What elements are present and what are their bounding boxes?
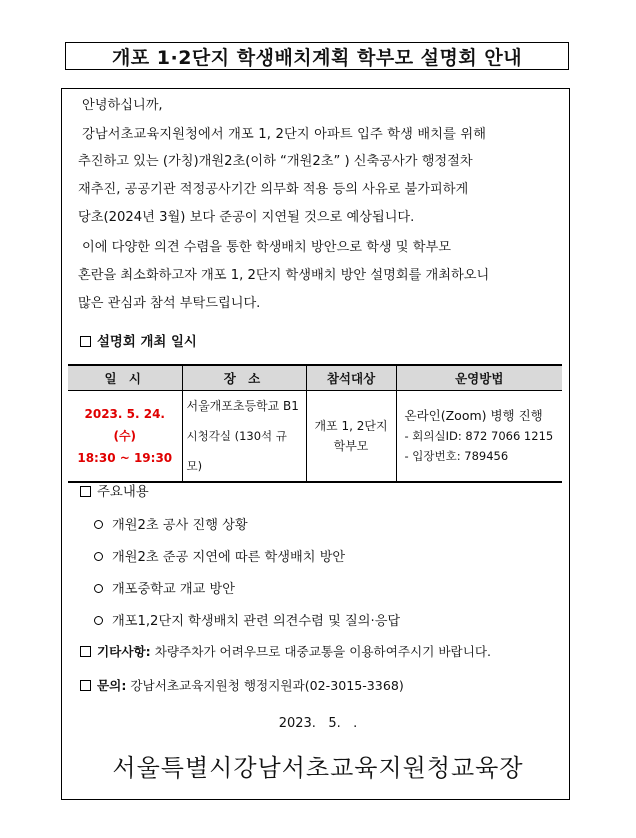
contact-label: 문의: [97,678,127,693]
section-contents [80,481,149,500]
place-line2: 시청각실 (130석 규모) [186,429,287,473]
list-item-text: 개원2초 준공 지연에 따른 학생배치 방안 [112,550,346,565]
list-item [94,546,345,565]
section-schedule [80,331,197,350]
time-text: 18:30 ~ 19:30 [77,451,173,465]
list-item-text: 개원2초 공사 진행 상황 [112,518,248,533]
circle-bullet-icon [94,584,103,593]
para1-line4: 당초(2024년 3월) 보다 준공이 지연될 것으로 예상됩니다. [78,210,415,225]
list-item [94,514,248,533]
para2-line1: 이에 다양한 의견 수렴을 통한 학생배치 방안으로 학생 및 학부모 [82,240,451,255]
place-line1: 서울개포초등학교 B1 [186,399,299,413]
circle-bullet-icon [94,616,103,625]
checkbox-square-icon [80,646,91,657]
contact-note [80,675,404,694]
header-target: 참석대상 [306,365,396,391]
cell-datetime [68,391,182,483]
greeting: 안녕하십니까, [82,98,163,113]
table-header-row [68,365,562,391]
checkbox-square-icon [80,336,91,347]
section-schedule-label: 설명회 개최 일시 [97,335,197,350]
para1-line1: 강남서초교육지원청에서 개포 1, 2단지 아파트 입주 학생 배치를 위해 [82,127,487,142]
circle-bullet-icon [94,552,103,561]
header-method: 운영방법 [396,365,562,391]
target-line2: 학부모 [333,439,369,453]
section-contents-label: 주요내용 [97,485,149,500]
list-item [94,578,235,597]
cell-target [306,391,396,483]
schedule-table [68,364,562,483]
cell-method [396,391,562,483]
etc-text: 차량주차가 어려우므로 대중교통을 이용하여주시기 바랍니다. [154,644,492,659]
para1-line2: 추진하고 있는 (가칭)개원2초(이하 “개원2초” ) 신축공사가 행정절차 [78,154,473,169]
header-place: 장 소 [182,365,306,391]
para2-line2: 혼란을 최소화하고자 개포 1, 2단지 학생배치 방안 설명회를 개최하오니 [78,268,490,283]
entry-code: - 입장번호: 789456 [404,449,509,463]
cell-place [182,391,306,483]
list-item-text: 개포1,2단지 학생배치 관련 의견수렴 및 질의·응답 [112,614,401,629]
para2-line3: 많은 관심과 참석 부탁드립니다. [78,296,261,311]
meeting-id: - 회의실ID: 872 7066 1215 [404,429,554,443]
header-datetime: 일 시 [68,365,182,391]
date-text: 2023. 5. 24. (수) [84,407,165,443]
list-item-text: 개포중학교 개교 방안 [112,582,236,597]
etc-label: 기타사항: [97,644,151,659]
table-row [68,391,562,483]
target-line1: 개포 1, 2단지 [314,419,388,433]
method-line1: 온라인(Zoom) 병행 진행 [404,408,543,423]
para1-line3: 재추진, 공공기관 적정공사기간 의무화 적용 등의 사유로 불가피하게 [78,182,469,197]
checkbox-square-icon [80,680,91,691]
checkbox-square-icon [80,486,91,497]
document-title: 개포 1·2단지 학생배치계획 학부모 설명회 안내 [65,42,569,70]
contact-text: 강남서초교육지원청 행정지원과(02-3015-3368) [130,678,404,693]
document-date: 2023. 5. . [278,716,358,731]
issuer-signature: 서울특별시강남서초교육지원청교육장 [112,754,524,782]
etc-note [80,641,491,660]
list-item [94,610,400,629]
circle-bullet-icon [94,520,103,529]
